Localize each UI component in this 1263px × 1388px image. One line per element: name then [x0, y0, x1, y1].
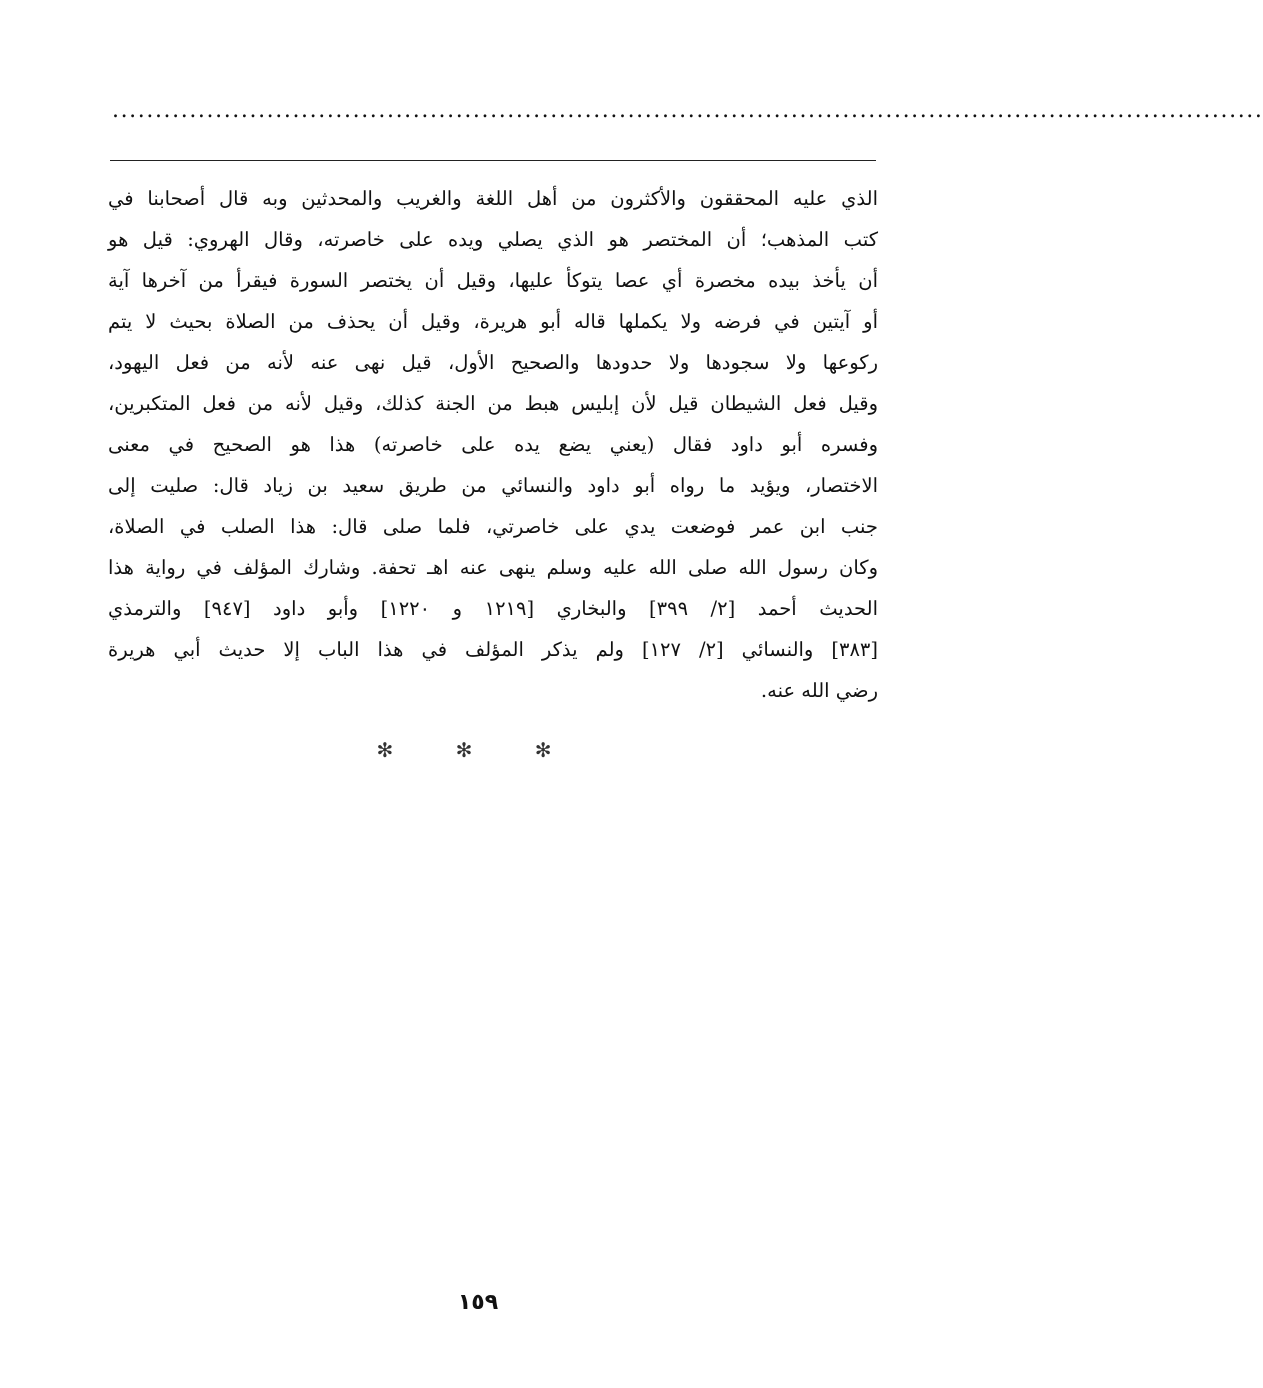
body-text — [108, 178, 878, 711]
text-line: رضي الله عنه. — [760, 679, 878, 702]
text-line: ركوعها ولا سجودها ولا حدودها والصحيح الأول، قيل نهى عنه لأنه من فعل اليهود، — [108, 351, 878, 374]
horizontal-rule — [110, 160, 876, 161]
text-line: [٣٨٣] والنسائي [٢/ ١٢٧] ولم يذكر المؤلف في هذا الباب إلا حديث أبي هريرة — [108, 638, 878, 661]
page-number: ١٥٩ — [457, 1290, 499, 1315]
text-line: وفسره أبو داود فقال (يعني يضع يده على خاصرته) هذا هو الصحيح في معنى — [108, 433, 878, 456]
text-line: الحديث أحمد [٢/ ٣٩٩] والبخاري [١٢١٩ و ١٢٢٠] وأبو داود [٩٤٧] والترمذي — [108, 597, 879, 620]
section-separator-stars: ✻ ✻ ✻ — [376, 738, 580, 762]
text-line: وقيل فعل الشيطان قيل لأن إبليس هبط من الجنة كذلك، وقيل لأنه من فعل المتكبرين، — [108, 392, 878, 415]
text-line: أو آيتين في فرضه ولا يكملها قاله أبو هريرة، وقيل أن يحذف من الصلاة بحيث لا يتم — [108, 310, 878, 333]
text-line: جنب ابن عمر فوضعت يدي على خاصرتي، فلما صلى قال: هذا الصلب في الصلاة، — [108, 515, 878, 538]
text-line: الاختصار، ويؤيد ما رواه أبو داود والنسائي من طريق سعيد بن زياد قال: صليت إلى — [108, 474, 878, 497]
text-line: أن يأخذ بيده مخصرة أي عصا يتوكأ عليها، وقيل أن يختصر السورة فيقرأ من آخرها آية — [108, 269, 878, 292]
dotted-separator: ...................................................................................................................................... — [112, 98, 1263, 123]
text-line: كتب المذهب؛ أن المختصر هو الذي يصلي ويده على خاصرته، وقال الهروي: قيل هو — [108, 228, 878, 251]
text-line: وكان رسول الله صلى الله عليه وسلم ينهى عنه اهـ تحفة. وشارك المؤلف في رواية هذا — [108, 556, 878, 579]
text-line: الذي عليه المحققون والأكثرون من أهل اللغة والغريب والمحدثين وبه قال أصحابنا في — [108, 187, 878, 210]
